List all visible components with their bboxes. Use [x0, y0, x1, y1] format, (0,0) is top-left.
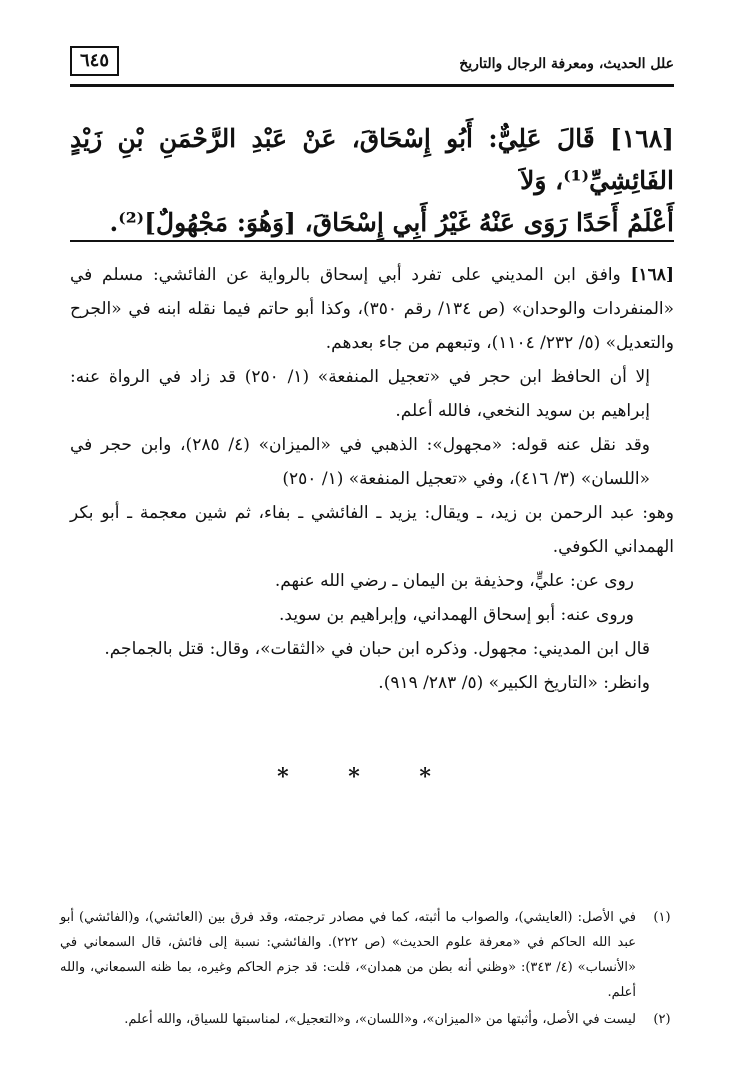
running-title: علل الحديث، ومعرفة الرجال والتاريخ — [459, 56, 674, 72]
commentary-paragraph-4: وهو: عبد الرحمن بن زيد، ـ ويقال: يزيد ـ الفائشي ـ بفاء، ثم شين معجمة ـ أبو بكر الهمداني الكوفي. — [70, 503, 674, 557]
commentary-number: [١٦٨] — [630, 265, 674, 285]
main-text-line-1: [١٦٨] قَالَ عَلِيٌّ: أَبُو إِسْحَاقَ، عَنْ عَبْدِ الرَّحْمَنِ بْنِ زَيْدٍ الفَائِشِيِّ⁽¹⁾، وَلاَ — [70, 124, 674, 195]
footnote-text: في الأصل: (العايشي)، والصواب ما أثبته، كما في مصادر ترجمته، وقد فرق بين (العائشي)، و(الفائشي) أبو عبد الله الحاكم في «معرفة علوم الحديث» (ص ٢٢٢). والفائشي: نسبة إلى فائش، قال السمعاني في «الأنساب» (٤/ ٣٤٣): «وظني أنه بطن من همدان»، قلت: قد جزم الحاكم وغيره، بما ظنه السمعاني، والله أعلم. — [60, 910, 636, 1000]
footnote-number: (١) — [653, 910, 671, 925]
main-text-line-2: أَعْلَمُ أَحَدًا رَوَى عَنْهُ غَيْرُ أَبِي إِسْحَاقَ، [وَهُوَ: مَجْهُولٌ]⁽²⁾. — [109, 208, 674, 237]
commentary-paragraph-3: وقد نقل عنه قوله: «مجهول»: الذهبي في «الميزان» (٤/ ٢٨٥)، وابن حجر في «اللسان» (٣/ ٤١٦)، وفي «تعجيل المنفعة» (١/ ٢٥٠) — [70, 435, 650, 489]
page-header — [70, 44, 674, 87]
footnotes — [60, 905, 680, 1032]
commentary-section — [70, 258, 674, 700]
section-separator: * * * — [277, 764, 457, 790]
main-quoted-text — [70, 118, 674, 244]
footnote-2 — [60, 1007, 680, 1032]
commentary-paragraph-6: وروى عنه: أبو إسحاق الهمداني، وإبراهيم بن سويد. — [279, 605, 634, 625]
commentary-paragraph-8: وانظر: «التاريخ الكبير» (٥/ ٢٨٣/ ٩١٩). — [378, 673, 650, 693]
commentary-paragraph-5: روى عن: عليٍّ، وحذيفة بن اليمان ـ رضي الله عنهم. — [274, 571, 634, 591]
page-number: ٦٤٥ — [70, 46, 119, 76]
footnote-1 — [60, 905, 680, 1005]
commentary-text-1: وافق ابن المديني على تفرد أبي إسحاق بالرواية عن الفائشي: مسلم في «المنفردات والوحدان» (ص ١٣٤/ رقم ٣٥٠)، وكذا أبو حاتم فيما نقله ابنه في «الجرح والتعديل» (٥/ ٢٣٢/ ١١٠٤)، وتبعهم من جاء بعدهم. — [70, 265, 675, 353]
main-divider — [70, 240, 674, 242]
commentary-paragraph-2: إلا أن الحافظ ابن حجر في «تعجيل المنفعة» (١/ ٢٥٠) قد زاد في الرواة عنه: إبراهيم بن سويد النخعي، فالله أعلم. — [70, 367, 650, 421]
commentary-paragraph-1 — [70, 258, 674, 360]
commentary-paragraph-7: قال ابن المديني: مجهول. وذكره ابن حبان في «الثقات»، وقال: قتل بالجماجم. — [104, 639, 650, 659]
footnote-number: (٢) — [653, 1012, 671, 1027]
footnote-text: ليست في الأصل، وأثبتها من «الميزان»، و«اللسان»، و«التعجيل»، لمناسبتها للسياق، والله أعلم. — [124, 1012, 636, 1027]
